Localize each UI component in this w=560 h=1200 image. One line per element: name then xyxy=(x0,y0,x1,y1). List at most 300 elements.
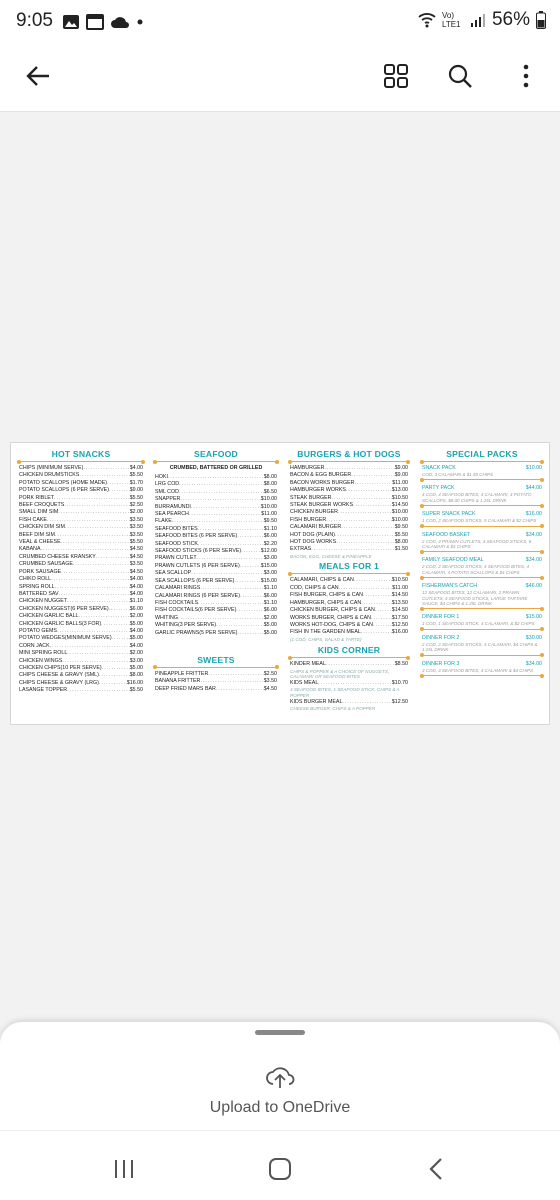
menu-item-name: EXTRAS xyxy=(290,546,312,553)
menu-item-description: CHIPS & POPPER & A CHOICE OF NUGGETS, CALAMARI OR SEAFOOD BITES xyxy=(290,668,390,680)
leader-dots xyxy=(375,607,392,614)
menu-item xyxy=(19,584,143,591)
leader-dots xyxy=(363,592,392,599)
special-pack-description: 2 COD, 2 SEAFOOD STICKS, 4 SEAFOOD BITES, 4 CALAMARI, 4 POTATO SCALLOPS & $4 CHIPS xyxy=(422,564,530,575)
special-pack-name: SUPER SNACK PACK xyxy=(422,511,476,518)
menu-item xyxy=(290,607,408,614)
menu-item-price: $5.50 xyxy=(129,472,143,479)
menu-item xyxy=(155,578,277,585)
special-pack-name: SNACK PACK xyxy=(422,465,456,471)
menu-item xyxy=(290,480,408,487)
recents-button[interactable] xyxy=(102,1147,146,1191)
menu-item-name: KIDS MEAL xyxy=(290,679,319,686)
menu-item xyxy=(290,615,408,622)
menu-item-price: $5.00 xyxy=(129,664,143,671)
special-pack xyxy=(422,583,542,609)
menu-item-name: BATTERED SAV xyxy=(19,590,59,597)
divider xyxy=(422,461,542,462)
hot-snacks-column xyxy=(19,449,143,695)
menu-item-price: $4.00 xyxy=(129,642,143,649)
menu-item-name: SEAFOOD STICKS (6 PER SERVE) xyxy=(155,548,242,555)
sheet-handle[interactable] xyxy=(255,1030,305,1035)
special-pack xyxy=(422,661,542,676)
special-pack-price: $46.00 xyxy=(525,583,542,590)
special-pack-header xyxy=(422,485,542,492)
menu-item-price: $5.50 xyxy=(394,531,408,538)
leader-dots xyxy=(197,555,264,562)
menu-item xyxy=(290,577,408,584)
menu-item xyxy=(19,658,143,665)
gallery-icon xyxy=(62,14,80,30)
menu-item xyxy=(155,585,277,592)
menu-item-name: KINDER MEAL xyxy=(290,661,326,668)
menu-item-name: CHICKEN BURGER xyxy=(290,509,338,516)
menu-item-price: $9.00 xyxy=(394,465,408,471)
seafood-list xyxy=(155,474,277,637)
menu-item-name: CHICKEN BURGER, CHIPS & CAN xyxy=(290,607,375,614)
dot-icon xyxy=(136,18,144,26)
leader-dots xyxy=(67,650,129,657)
menu-item-price: $11.00 xyxy=(392,584,408,591)
menu-item xyxy=(290,585,408,592)
menu-item-price: $12.50 xyxy=(391,698,408,705)
menu-item-price: $15.00 xyxy=(260,577,277,584)
more-options-button[interactable] xyxy=(504,54,548,98)
menu-item xyxy=(19,569,143,576)
menu-item-price: $2.00 xyxy=(129,613,143,620)
menu-item-name: SEA PEARCH xyxy=(155,511,189,518)
burgers-list xyxy=(290,465,408,554)
menu-item-name: BANANA FRITTER xyxy=(155,678,201,685)
menu-item xyxy=(19,650,143,657)
leader-dots xyxy=(346,487,392,494)
menu-item-name: CRUMBED SAUSAGE xyxy=(19,561,73,568)
menu-item xyxy=(155,504,277,511)
leader-dots xyxy=(336,539,395,546)
menu-item xyxy=(155,489,277,496)
cloud-upload-icon xyxy=(264,1064,296,1090)
menu-item xyxy=(19,502,143,509)
special-pack-header xyxy=(422,635,542,642)
special-pack xyxy=(422,465,542,480)
menu-item-name: POTATO GEMS xyxy=(19,627,57,634)
menu-item-name: SML COD xyxy=(155,488,179,495)
kids-title: KIDS CORNER xyxy=(317,645,381,656)
special-pack xyxy=(422,485,542,506)
menu-item xyxy=(290,600,408,607)
menu-item xyxy=(19,591,143,598)
menu-item xyxy=(19,598,143,605)
leader-dots xyxy=(354,577,392,584)
leader-dots xyxy=(50,643,130,650)
leader-dots xyxy=(189,511,261,518)
menu-item-name: HOT DOG WORKS xyxy=(290,539,337,546)
leader-dots xyxy=(373,622,392,629)
leader-dots xyxy=(198,600,264,607)
leader-dots xyxy=(240,563,261,570)
special-pack-description: COD, 3 CALAMARI & $1.50 CHIPS xyxy=(422,472,494,477)
leader-dots xyxy=(67,598,130,605)
divider xyxy=(290,573,408,574)
menu-item-price: $3.50 xyxy=(129,531,143,538)
menu-item-price: $6.00 xyxy=(263,607,277,614)
app-bar xyxy=(0,40,560,112)
menu-item xyxy=(290,524,408,531)
menu-item xyxy=(19,480,143,487)
upload-label: Upload to OneDrive xyxy=(209,1099,351,1116)
grid-view-button[interactable] xyxy=(374,54,418,98)
menu-item xyxy=(155,678,277,685)
menu-item xyxy=(155,607,277,614)
menu-item-price: $3.50 xyxy=(263,678,277,685)
calendar-icon xyxy=(86,13,104,30)
menu-item-name: SEAFOOD BITES (6 PER SERVE) xyxy=(155,533,238,540)
menu-item-price: $5.50 xyxy=(129,494,143,501)
menu-item-name: FISH IN THE GARDEN MEAL xyxy=(290,629,361,636)
network-label: Vo) LTE1 xyxy=(441,11,461,29)
leader-dots xyxy=(51,576,130,583)
menu-item xyxy=(290,487,408,494)
upload-onedrive-button[interactable] xyxy=(180,1064,380,1117)
divider xyxy=(422,479,542,480)
menu-image[interactable] xyxy=(10,442,550,725)
menu-item xyxy=(155,541,277,548)
leader-dots xyxy=(107,480,130,487)
menu-item xyxy=(290,539,408,546)
menu-item-price: $2.00 xyxy=(129,650,143,657)
menu-item-price: $4.00 xyxy=(129,627,143,634)
menu-item-price: $4.50 xyxy=(129,546,143,553)
menu-item-price: $1.10 xyxy=(263,585,277,592)
seafood-column xyxy=(155,449,277,693)
special-pack-header xyxy=(422,661,542,668)
special-pack-name: PARTY PACK xyxy=(422,485,455,492)
special-pack-header xyxy=(422,614,542,621)
special-pack-header xyxy=(422,557,542,564)
leader-dots xyxy=(354,480,392,487)
leader-dots xyxy=(79,472,129,479)
hot-snacks-list xyxy=(19,465,143,695)
menu-item-name: KABANA xyxy=(19,546,41,553)
menu-item xyxy=(155,511,277,518)
menu-item xyxy=(19,628,143,635)
menu-item-price: $3.00 xyxy=(129,657,143,664)
divider xyxy=(155,461,277,462)
menu-item-name: CHIPS CHEESE & GRAVY (LRG) xyxy=(19,679,99,686)
menu-item-name: CALAMARI BURGER xyxy=(290,524,342,531)
menu-item-price: $8.00 xyxy=(394,539,408,546)
menu-item xyxy=(290,629,408,636)
menu-item xyxy=(155,570,277,577)
special-pack-name: SEAFOOD BASKET xyxy=(422,531,471,538)
leader-dots xyxy=(236,607,263,614)
menu-item-name: WORKS HOT-DOG, CHIPS & CAN xyxy=(290,621,373,628)
leader-dots xyxy=(216,686,264,693)
menu-item-name: LRG COD xyxy=(155,481,180,488)
divider xyxy=(422,577,542,578)
menu-item-price: $3.00 xyxy=(263,570,277,577)
menu-item xyxy=(155,533,277,540)
menu-item-price: $4.50 xyxy=(129,553,143,560)
menu-item-price: $6.50 xyxy=(263,488,277,495)
leader-dots xyxy=(338,509,392,516)
menu-item-name: CALAMARI, CHIPS & CAN xyxy=(290,577,354,584)
sweets-title: SWEETS xyxy=(197,654,235,665)
leader-dots xyxy=(78,613,129,620)
menu-item-name: SEAFOOD STICK xyxy=(155,540,198,547)
leader-dots xyxy=(324,465,394,472)
menu-item-price: $5.00 xyxy=(263,622,277,629)
leader-dots xyxy=(351,472,395,479)
sweets-list xyxy=(155,671,277,693)
menu-item xyxy=(155,563,277,570)
leader-dots xyxy=(179,489,264,496)
menu-item-name: BACON WORKS BURGER xyxy=(290,479,355,486)
back-button[interactable] xyxy=(16,54,60,98)
menu-item xyxy=(19,576,143,583)
menu-item xyxy=(155,555,277,562)
leader-dots xyxy=(326,661,395,668)
menu-item-name: PORK SAUSAGE xyxy=(19,568,62,575)
menu-item-name: VEAL & CHEESE xyxy=(19,539,61,546)
menu-item xyxy=(290,532,408,539)
menu-item xyxy=(19,643,143,650)
menu-item xyxy=(19,665,143,672)
leader-dots xyxy=(178,615,264,622)
menu-item-name: FISH CAKE xyxy=(19,516,47,523)
menu-item-name: CHICKEN GARLIC BALL xyxy=(19,613,79,620)
menu-item-name: BACON & EGG BURGER xyxy=(290,472,352,479)
menu-item-name: CHICKEN NUGGET xyxy=(19,598,67,605)
menu-item-name: FISH COCKTAILS xyxy=(155,599,199,606)
leader-dots xyxy=(57,628,130,635)
menu-item-price: $4.50 xyxy=(263,685,277,692)
leader-dots xyxy=(61,539,130,546)
menu-item-price: $6.00 xyxy=(263,592,277,599)
menu-item-name: CHIKO ROLL xyxy=(19,576,52,583)
menu-item-price: $4.00 xyxy=(129,583,143,590)
menu-item-name: KIDS BURGER MEAL xyxy=(290,698,343,705)
special-pack-name: DINNER FOR 3 xyxy=(422,660,460,667)
leader-dots xyxy=(179,481,264,488)
leader-dots xyxy=(96,554,130,561)
menu-item xyxy=(290,699,408,706)
leader-dots xyxy=(200,585,263,592)
signal-icon xyxy=(470,12,486,28)
special-pack-description: 4 COD, 4 SEAFOOD BITES, 4 CALAMARI, 4 POTATO SCALLOPS, $8.00 CHIPS & 1.25L DRINK xyxy=(422,492,532,503)
menu-item xyxy=(155,593,277,600)
menu-item xyxy=(19,561,143,568)
menu-item-price: $9.00 xyxy=(129,487,143,494)
menu-item-price: $5.00 xyxy=(129,620,143,627)
back-nav-button[interactable] xyxy=(414,1147,458,1191)
leader-dots xyxy=(200,678,263,685)
menu-item-price: $10.70 xyxy=(391,679,408,686)
divider xyxy=(422,675,542,676)
menu-item xyxy=(290,472,408,479)
leader-dots xyxy=(99,672,130,679)
special-pack-price: $30.00 xyxy=(525,634,542,641)
menu-item xyxy=(19,554,143,561)
menu-item-price: $4.00 xyxy=(129,465,143,471)
menu-item-price: $3.50 xyxy=(129,524,143,531)
menu-item xyxy=(19,495,143,502)
special-pack-description: 12 SEAFOOD BITES, 12 CALAMARI, 2 PRAWN CUTLETS, 4 SEAFOOD STICKS, LARGE TARTARE SAUCE, $4 CHIPS & 1.25L DRINK xyxy=(422,590,528,607)
menu-item xyxy=(19,472,143,479)
leader-dots xyxy=(241,548,261,555)
menu-item xyxy=(290,465,408,472)
menu-item-name: CHICKEN NUGGEST(6 PER SERVE) xyxy=(19,605,109,612)
leader-dots xyxy=(335,532,395,539)
leader-dots xyxy=(73,561,130,568)
menu-item-name: CHICKEN WINGS xyxy=(19,657,63,664)
menu-item-name: SEA SCALLOPS (6 PER SERVE) xyxy=(155,577,235,584)
divider xyxy=(290,657,408,658)
menu-item-price: $4.50 xyxy=(129,568,143,575)
special-packs-list xyxy=(422,465,542,676)
home-button[interactable] xyxy=(258,1147,302,1191)
leader-dots xyxy=(172,518,264,525)
special-pack-name: DINNER FOR 2 xyxy=(422,634,460,641)
special-pack-price: $15.00 xyxy=(525,614,542,621)
garden-note: (1 COD, CHIPS, SALAD & TARTE) xyxy=(290,636,362,642)
leader-dots xyxy=(64,502,129,509)
leader-dots xyxy=(339,585,393,592)
search-button[interactable] xyxy=(438,54,482,98)
menu-item-price: $9.00 xyxy=(394,472,408,479)
menu-item-price: $2.00 xyxy=(129,509,143,516)
special-pack-price: $16.00 xyxy=(525,511,542,518)
special-pack-name: FISHERMAN'S CATCH xyxy=(422,583,478,590)
leader-dots xyxy=(191,504,261,511)
menu-item-price: $4.00 xyxy=(129,576,143,583)
menu-item xyxy=(19,606,143,613)
leader-dots xyxy=(61,569,130,576)
menu-item-price: $1.10 xyxy=(129,598,143,605)
menu-item-name: CHICKEN GARLIC BALLS(3 FOR) xyxy=(19,620,102,627)
divider xyxy=(422,526,542,527)
special-pack-header xyxy=(422,583,542,590)
divider xyxy=(422,629,542,630)
system-nav-bar xyxy=(0,1130,560,1200)
menu-item xyxy=(19,524,143,531)
special-pack-price: $34.00 xyxy=(525,660,542,667)
leader-dots xyxy=(371,615,392,622)
menu-item-name: LASANGE TOPPER xyxy=(19,687,68,694)
menu-item-name: CHICKEN DRUMSTICKS xyxy=(19,472,80,479)
divider xyxy=(422,608,542,609)
menu-item-price: $2.00 xyxy=(263,614,277,621)
special-pack xyxy=(422,635,542,656)
divider xyxy=(422,655,542,656)
special-pack-description: 3 COD, 4 SEAFOOD BITES, 4 CALAMARI & $4 CHIPS xyxy=(422,667,534,673)
leader-dots xyxy=(318,680,392,687)
image-viewer[interactable] xyxy=(0,112,560,1022)
menu-item-price: $17.50 xyxy=(391,614,408,621)
menu-item-name: FISH BURGER xyxy=(290,516,327,523)
menu-item-name: BEEF DIM SIM xyxy=(19,531,55,538)
menu-item-name: SEAFOOD BITES xyxy=(155,525,198,532)
menu-item xyxy=(290,502,408,509)
special-pack-description: 1 COD, 1 SEAFOOD STICK, 4 CALAMARI, & $2 CHIPS xyxy=(422,621,535,627)
menu-item-name: BURRAMUNDI xyxy=(155,503,191,510)
menu-item-price: $9.50 xyxy=(263,518,277,525)
menu-item-price: $10.00 xyxy=(391,509,408,516)
menu-item xyxy=(290,509,408,516)
leader-dots xyxy=(342,699,391,706)
leader-dots xyxy=(65,524,130,531)
meals-list xyxy=(290,577,408,636)
status-time: 9:05 xyxy=(16,10,53,31)
menu-item-price: $8.00 xyxy=(263,481,277,488)
menu-item-price: $5.50 xyxy=(129,687,143,694)
special-pack-name: FAMILY SEAFOOD MEAL xyxy=(422,557,484,564)
menu-item-price: $11.00 xyxy=(261,511,277,518)
seafood-title: SEAFOOD xyxy=(194,449,238,459)
hot-snacks-title: HOT SNACKS xyxy=(51,449,111,459)
menu-item xyxy=(19,621,143,628)
menu-item xyxy=(19,680,143,687)
special-pack-name: DINNER FOR 1 xyxy=(422,614,460,621)
menu-item-name: PORK RIBLET xyxy=(19,494,55,501)
leader-dots xyxy=(67,687,130,694)
leader-dots xyxy=(198,541,264,548)
menu-item xyxy=(19,532,143,539)
menu-item-name: WHITING xyxy=(155,614,178,621)
menu-item xyxy=(19,687,143,694)
menu-item-name: COD, CHIPS & CAN xyxy=(290,584,339,591)
leader-dots xyxy=(237,630,263,637)
home-icon xyxy=(268,1157,292,1181)
kids-list xyxy=(290,661,408,711)
menu-item-description: CHEESE BURGER, CHIPS & A POPPER xyxy=(290,705,376,711)
special-pack-header xyxy=(422,532,542,539)
menu-item-name: CHICKEN CHIPS(10 PER SERVE) xyxy=(19,664,102,671)
menu-item-name: WHITING(3 PER SERVE) xyxy=(155,622,217,629)
menu-item-name: HAMBURGER, CHIPS & CAN xyxy=(290,599,362,606)
leader-dots xyxy=(332,495,392,502)
menu-item-price: $9.50 xyxy=(394,524,408,531)
menu-item-name: GARLIC PRAWNS(5 PER SERVE) xyxy=(155,629,238,636)
special-pack-description: 1 COD, 2 SEAFOOD STICKS, 5 CALAMARI & $2 CHIPS xyxy=(422,518,537,524)
menu-item-price: $10.00 xyxy=(260,496,277,503)
menu-item-price: $10.50 xyxy=(391,577,408,584)
menu-item xyxy=(19,465,143,472)
menu-item xyxy=(155,671,277,678)
leader-dots xyxy=(198,526,264,533)
menu-item xyxy=(155,600,277,607)
special-packs-title: SPECIAL PACKS xyxy=(446,449,518,459)
menu-item-price: $6.00 xyxy=(263,533,277,540)
menu-item-price: $3.00 xyxy=(263,555,277,562)
menu-item-price: $10.00 xyxy=(260,503,277,510)
leader-dots xyxy=(168,474,264,481)
special-pack-price: $34.00 xyxy=(525,531,542,538)
status-bar xyxy=(0,0,560,40)
menu-item xyxy=(19,517,143,524)
divider xyxy=(19,461,143,462)
menu-item-price: $4.00 xyxy=(129,590,143,597)
menu-item-name: FISH COCKTAILS(6 PER SERVE) xyxy=(155,607,237,614)
leader-dots xyxy=(101,621,130,628)
menu-item xyxy=(155,630,277,637)
menu-item xyxy=(290,661,408,668)
menu-item xyxy=(155,481,277,488)
special-pack xyxy=(422,557,542,578)
leader-dots xyxy=(41,546,130,553)
menu-item-price: $2.20 xyxy=(263,540,277,547)
menu-item-price: $16.00 xyxy=(391,629,408,636)
